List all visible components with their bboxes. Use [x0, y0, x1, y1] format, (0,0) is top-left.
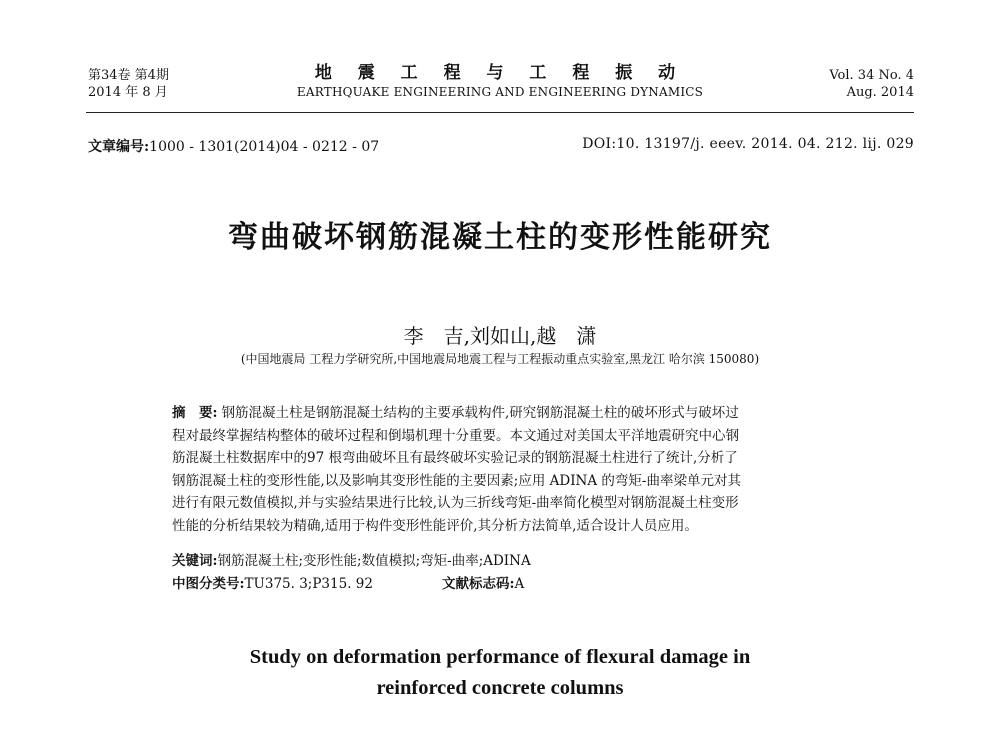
header-volume-info: [829, 67, 914, 101]
classification-value: TU375. 3;P315. 92: [244, 576, 373, 592]
abstract-label: 摘 要:: [172, 405, 218, 421]
article-title-en: [0, 642, 1000, 704]
header-issue-info: [88, 67, 169, 101]
article-meta: [88, 136, 914, 156]
document-code-value: A: [514, 576, 525, 592]
journal-name-cn: 地 震 工 程 与 工 程 振 动: [314, 63, 686, 83]
abstract-line: 程对最终掌握结构整体的破坏过程和倒塌机理十分重要。本文通过对美国太平洋地震研究中心钢: [172, 427, 739, 444]
abstract: [172, 402, 832, 537]
keywords-label: 关键词:: [172, 553, 218, 569]
article-title-cn: 弯曲破坏钢筋混凝土柱的变形性能研究: [228, 220, 772, 255]
header-date-cn: 2014 年 8 月: [88, 85, 168, 100]
document-code-label: 文献标志码:: [442, 576, 515, 592]
authors: 李 吉,刘如山,越 潇: [403, 324, 597, 348]
classification-label: 中图分类号:: [172, 576, 245, 592]
title-en-line: Study on deformation performance of flexural damage in: [249, 646, 751, 668]
article-number-label: 文章编号:: [88, 139, 150, 155]
journal-name-en: EARTHQUAKE ENGINEERING AND ENGINEERING DYNAMICS: [296, 85, 704, 99]
header-volume-en: Vol. 34 No. 4: [829, 68, 914, 83]
header-date-en: Aug. 2014: [846, 85, 914, 100]
abstract-line: 摘 要: 钢筋混凝土柱是钢筋混凝土结构的主要承载构件,研究钢筋混凝土柱的破坏形式与破坏过: [172, 405, 739, 421]
abstract-line: 进行有限元数值模拟,并与实验结果进行比较,认为三折线弯矩-曲率简化模型对钢筋混凝土柱变形: [172, 495, 739, 511]
abstract-line: 筋混凝土柱数据库中的97 根弯曲破坏且有最终破坏实验记录的钢筋混凝土柱进行了统计,分析了: [172, 450, 738, 466]
abstract-line: 性能的分析结果较为精确,适用于构件变形性能评价,其分析方法简单,适合设计人员应用。: [172, 517, 698, 534]
keywords-value: 钢筋混凝土柱;变形性能;数值模拟;弯矩-曲率;ADINA: [217, 553, 531, 569]
header-divider: [86, 112, 914, 113]
article-number-value: 1000 - 1301(2014)04 - 0212 - 07: [149, 139, 380, 155]
doi: DOI:10. 13197/j. eeev. 2014. 04. 212. lij. 029: [582, 136, 914, 152]
title-en-line: reinforced concrete columns: [376, 677, 624, 699]
document-code: [442, 572, 524, 592]
keywords: [172, 549, 531, 569]
classification: [172, 572, 525, 592]
affiliation: (中国地震局 工程力学研究所,中国地震局地震工程与工程振动重点实验室,黑龙江 哈尔滨 150080): [240, 352, 760, 366]
header-volume-cn: 第34卷 第4期: [88, 68, 169, 83]
abstract-line: 钢筋混凝土柱的变形性能,以及影响其变形性能的主要因素;应用 ADINA 的弯矩-曲率梁单元对其: [172, 472, 741, 489]
header-journal-name: [250, 62, 750, 100]
